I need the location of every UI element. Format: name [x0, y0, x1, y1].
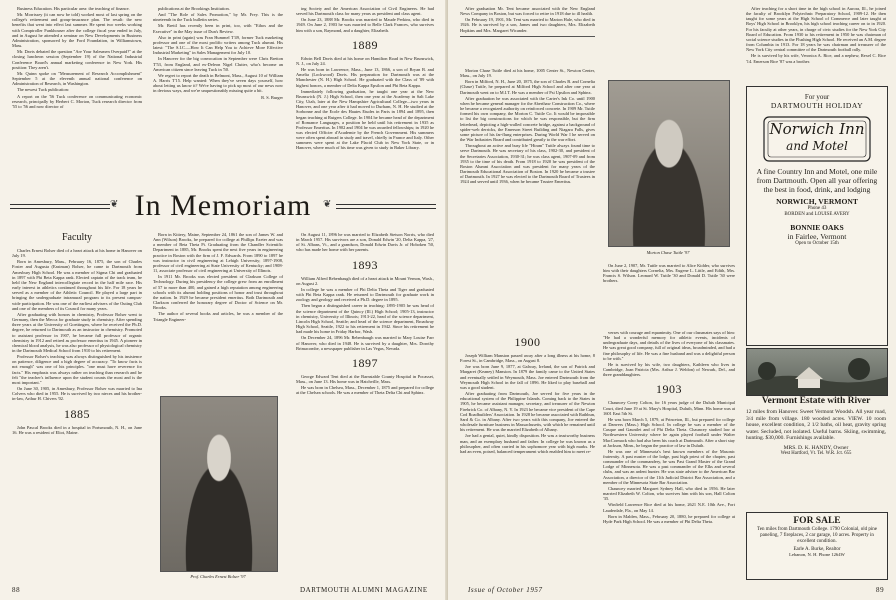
divider [460, 36, 595, 37]
paragraph: And "The Role of Sales Promotion," by Mr. Frey. This is the nineteenth in the Tuck bulletin series. [153, 12, 283, 23]
for-sale-body: Ten miles from Dartmouth College. 1790 Colonial, old pine paneling, 7 fireplaces, 2 car garage, 10 acres. Property in excellent condition. [757, 527, 877, 544]
in-memoriam-banner [10, 184, 435, 228]
class-year-heading: 1897 [352, 355, 378, 370]
left-col1-top [12, 6, 142, 182]
signature: R. S. Burger [261, 94, 283, 100]
ad-town: NORWICH, VERMONT [776, 197, 858, 206]
paragraph: In 1911 Mr. Brooks was elected president of Clarkson College of Technology. During his presidency the college grew from an enrollment of 57 to more than 400, and gained a high reputation among engineering schools with its alumni holding positions of honor and trust throughout the nation. In 1929 he became president emeritus. Both Dartmouth and Clarkson conferred the honorary degree of Doctor of Science on Mr. Brooks. [153, 274, 283, 311]
class-year-heading: 1885 [64, 406, 90, 421]
house-illustration-icon [747, 349, 887, 395]
left-col2-top [153, 6, 283, 182]
inn-logo [762, 115, 872, 163]
right-col1-top [460, 6, 595, 66]
paragraph: On December 24, 1896 Mr. Rebenbaugh was married to Mary Louise Farr of Hanover, who died in 1948. He is survived by a daughter, Mrs. Dorothy Brimacombe, a newspaper publisher in Las Vegas, Nevada. [296, 335, 434, 351]
paragraph: Chauncey Corey Colton, for 16 years judge of the Duluth Municipal Court, died June 19 at St. Mary's Hospital, Duluth, Minn. His home was at 1601 East 5th St. [603, 400, 735, 416]
right-col1-bottom [460, 330, 595, 584]
class-year-heading: 1900 [514, 335, 541, 349]
faculty-heading: Faculty [62, 232, 92, 243]
class-year-heading: 1903 [656, 382, 682, 397]
paragraph: He was born in Chelsea, Mass., December 1, 1875 and prepared for college at the Chelsea schools. He was a member of Theta Delta Chi and Sphinx. [296, 385, 434, 396]
paragraph: Then began a distinguished career in teaching: 1895-1905 he was head of the science department of the Quincy (Ill.) High School; 1905-13, instructor in chemistry, University of Illinois; 1913-22, head of the science department, Lincoln High School, Seattle; and head of the science department, Broadway High School, Seattle, 1922 to his retirement in 1942. Since his retirement he had made his home in Friday Harbor, Wash. [296, 303, 434, 335]
right-col2-bottom [603, 330, 735, 584]
estate-body: 12 miles from Hanover. Sweet Vermont Woodsh. All year road, 3/4 mile from village. 180 wooded acres. VIEW. 10 room house, excellent condition, 2 1/2 baths, oil heat, gravity spring water. Secluded, not isolated. Useful barns. Skiing, swimming, hunting. $30,000. Furnishings available. [746, 409, 886, 442]
paragraph: The author of several books and articles, he was a member of the Triangle Engineer- [153, 311, 283, 322]
photo-caption: Morton Chase Tuttle '97 [646, 250, 690, 255]
left-col1-bottom [12, 248, 142, 584]
paragraph: After graduating from Dartmouth, Joe served for five years in the educational system of the Philippine Islands. Coming back to the States in 1905, he became assistant manager, secretary, and treasurer of the Newton Firebrick Co. of Albany, N. Y. In 1923 he became vice president of the Cape Cod Roadbuilders' Association. In 1928 he became associated with Rathbun, Sard & Co. in Albany. After two years with this company, Joe entered the wholesale furniture business in Massachusetts, with which he remained until his retirement. He was the married Elizabeth of Albany. [460, 391, 595, 433]
right-page [448, 0, 896, 600]
ornament-rule [336, 204, 436, 209]
paragraph: He was one of Minnesota's best known members of the Masonic fraternity. A past master of the lodge, past high priest of the chapter, past commander of the commandery, he was Past Grand Master of the Grand Lodge of Minnesota. He was a past commander of the Elks and several clubs, and was an ardent hunter. He was state adviser to the American Bar Association, a director of the 11th Judicial District Bar Association, and a member of the Minnesota State Bar Association. [603, 448, 735, 485]
ad-phone: Phone 43 [807, 206, 827, 211]
inn-name-line2: and Motel [786, 139, 848, 153]
paragraph: He is survived by his wife, two daughters, Kathleen who lives in Cambridge, Joan Patricia (Mrs. Arthur J. Weldon) of Newark, Del., and three granddaughters. [603, 361, 735, 378]
estate-photo [746, 348, 888, 396]
paragraph: Born in Kittery, Maine, September 24, 1861 the son of James W. and Ann (Wilson) Brooks, he prepared for college at Phillips Exeter and was a member of Beta Theta Pi. Graduating from the Chandler Scientific Department in 1885, Mr. Brooks spent the next five years in engineering practice in Boston with the firm of J. F. Edwards. From 1890 to 1897 he was instructor in civil engineering at Lehigh University; 1897-1908, professor of civil engineering at State University of Kentucky; and 1908-11, associate professor of civil engineering at University of Illinois. [153, 232, 283, 274]
paragraph: After graduation Mr. Tent became associated with the New England News Company in Boston, but was forced to retire in 1918 due to ill health. [460, 6, 595, 17]
paragraph: Also in print (again) was Fran Hummel T'49, former Tuck marketing professor and one of the most prolific writers among Tuck alumni. His latest: "The S.I.C.—How It Can Help You to Achieve More Effective Industrial Marketing" in Sales Management for July 10. [153, 34, 283, 56]
paragraph: Mr. Brettl has recently been in print, too, with "Ethos and the Executive" in the May issue of Dun's Review. [153, 23, 283, 34]
paragraph: We regret to report the death in Belmont, Mass., August 10 of William A. Harris T'15. Help wanted: When they've seven days yourself, how about letting us know it? We're having to pick up most of our news now in devious ways, and we're unquestionably missing quite a bit. [153, 72, 283, 94]
ad-oaks-town: in Fairlee, Vermont [787, 231, 847, 241]
paragraph: Born in Amesbury, Mass., February 16, 1875, the son of Charles Foster and Augusta (Eastman) Bolser, he came to Dartmouth from Amesbury High School. He was a member of Sigma Chi and graduated in 1897 with Phi Beta Kappa rank. Elected captain of the track team, he held the New England intercollegiate record in the half mile race. His early interest in athletics continued throughout his life. For 18 years he served as a member of the Athletic Council. He played a large part in bringing the undergraduate intramural program to its present campus-wide participation. He was one of the earliest advisers of the Outing Club and one of the members of its Council for many years. [12, 259, 142, 311]
magazine-title: DARTMOUTH ALUMNI MAGAZINE [300, 586, 428, 594]
paragraph: On June 23, 1888 Mr. Brooks was married to Maude Perkins, who died in 1949. On June 2, 1903 he was married to Belle Clark Frances, who survives him with a son, Raymond, and a daughter, Elizabeth. [296, 17, 434, 33]
for-sale-title: FOR SALE [793, 516, 841, 526]
ad-holiday: DARTMOUTH HOLIDAY [770, 101, 864, 110]
paragraph: publications at the Brookings Institution. [158, 6, 230, 11]
photo-caption: Prof. Charles Ernest Bolser '97 [190, 574, 246, 579]
paragraph: Mr. Davis debated the question "Are Your Salesmen Overpaid?" at the closing luncheon session (September 19) of the National Industrial Conference Board's annual marketing conference in New York. His position: They aren't. [12, 49, 142, 70]
paragraph: Edwin Bell Davis died at his home on Hamilton Road in New Brunswick, N. J., on July 24. [296, 55, 434, 66]
paragraph: Business Education. His particular area: the teaching of finance. [17, 6, 130, 11]
inn-name-line1: Norwich Inn [769, 120, 865, 138]
paragraph: ing Society and the American Association of Civil Engineers. He had served his Dartmouth class for many years as president and class agent. [296, 6, 434, 17]
paragraph: Throughout an active and busy life "Hiram" Tuttle always found time to serve Dartmouth. He was secretary of his class, 1902-30, and president of the Secretaries Association, 1930-31; he was class agent, 1907-09 and from 1935 to the time of his death. From 1918 to 1920 he was president of the Boston Alumni Association and was president for many years of the Dartmouth Educational Association of Boston. In 1920 he became a trustee of Dartmouth. In 1927 he was elected to the Dartmouth Board of Trustees in 1924 and served until 1936, when he became Trustee Emeritus. [460, 143, 595, 185]
ornament-icon: ❦ [110, 199, 119, 210]
estate-ad [746, 396, 886, 456]
for-sale-ad [746, 512, 888, 580]
paragraph: Joe had a genial, quiet, kindly disposition. He was a trustworthy business man, and an exemplary husband and father. In college he was known as a philosopher, and often carried in his sophomore year with high marks. He had an even, poised, balanced temperament which enabled him to meet re- [460, 433, 595, 454]
paragraph: Charles Ernest Bolser died of a heart attack at his home in Hanover on July 19. [12, 248, 142, 259]
estate-agent: MRS. D. K. HANDY, Owner [783, 444, 849, 451]
paragraph: Morton Chase Tuttle died at his home, 1005 Center St., Newton Center, Mass., on July 19. [460, 68, 595, 79]
paragraph: On February 19, 1901, Mr. Tent was married to Marion Hale, who died in 1926. He is survived by a son, James and two daughters, Mrs. Elizabeth Hopkins and Mrs. Margaret Wicander. [460, 17, 595, 33]
paragraph: In Hanover for the big convocation in September were Chris Bretton T'53, from England, and ex-Deleon Nigel Clutter, who's become an American citizen since leaving Tuck in '50. [153, 56, 283, 72]
paragraph: Immediately following graduation, he taught one year at the New Brunswick (N. J.) High School, then one year at the Academy in Salt Lake City, Utah, later at the New Hampshire Agricultural College—two years in Hanover, and one year after it had moved to Durham, N. H. He studied at the Sorbonne and the Ecole des Hautes Etudes in Paris in 1894 and 1895, then began teaching at Rutgers College. In 1904 he became head of the department of Romance Languages, a position he held until his retirement in 1935 as Professor Emeritus. In 1902 and 1904 he was awarded fellowships; in 1920 he was elected Officier d'Academie by the French Government. His summers were often spent abroad in study and travel, chiefly in France and Italy. Other summers were spent at the Lake Placid Club in New York State, or in Hanover, where much of his time was given to study in Baker Library. [296, 88, 434, 151]
paragraph: Mr. Quinn spoke on "Measurement of Research Accomplishment" September 5 at the eleventh annual national conference on Administration of Research, in Washington. [12, 70, 142, 87]
norwich-inn-ad [746, 86, 888, 346]
for-sale-agent: Earle A. Burke, Realtor [793, 547, 841, 552]
right-col2-tuttle-end [603, 263, 735, 331]
paragraph: The newest Tuck publication: [17, 87, 70, 93]
paragraph: George Edward Tent died at the Barnstable County Hospital in Pocasset, Mass., on June 13. His home was in Hatchville, Mass. [296, 373, 434, 384]
paragraph: Winfield Lawrence Rice died at his home, 2621 N.E. 10th Ave., Fort Lauderdale, Fla., on May 14. [603, 502, 735, 513]
bolser-portrait-photo [160, 396, 278, 572]
paragraph: verses with courage and equanimity. One of our classmates says of him: "He had a wonderful memory for athletic events, incidents of undergraduate days, and details of the lives of everyone of his classmates. He was great good company, full of original ideas, broadminded, and had a fine philosophy of life. He was a fine husband and was a delightful person to be with." [603, 330, 735, 361]
ad-oaks-name: BONNIE OAKS [790, 222, 844, 232]
page-number: 88 [12, 586, 21, 594]
paragraph: On June 30, 1905, in Amesbury, Professor Bolser was married to Ina Colvers who died in 1955. He is survived by two nieces and his brother-in-law, Arthur H. Chivers '02. [12, 386, 142, 402]
class-year-heading: 1893 [352, 257, 378, 272]
left-col3-bottom [296, 232, 434, 584]
paragraph: After graduating with honors in chemistry, Professor Bolser went to Germany, then the Mecca for graduate study in chemistry. After spending three years at the University of Goettingen, where he received the Ph.D. degree, he returned to Dartmouth as an instructor in chemistry. Promoted to assistant professor in 1907, he became full professor of organic chemistry in 1912 and retired as professor emeritus in 1945. A pioneer in chemical blood analysis, he was also professor of physiological chemistry in the Dartmouth Medical School from 1910 to his retirement. [12, 311, 142, 353]
paragraph: On August 11, 1896 he was married to Elizabeth Stetson Norris, who died in March 1957. His survivors are a son, Donald Edwin '20, Delta Kappa, '27, of St. Albans, Vt., and a grandson, Donald Edwin Davis Jr. of Hoboken '50, who has made her home with her parents. [296, 232, 434, 253]
paragraph: He was born in Lawrence, Mass., June 13, 1866, a son of Bryan B. and Amelia (Lockwood) Davis. His preparation for Dartmouth was at the Manchester (N. H.) High School. He graduated with the Class of '89 with highest honors, a member of Delta Kappa Epsilon and Phi Beta Kappa. [296, 67, 434, 88]
paragraph: Mr. Morrissey (it can now be told) worked most of last spring on the college's retirement and group-insurance plan. The result: the new benefits that went into effect last summer. He spent two weeks working with Comptroller Funkhouser after the college fiscal year ended in July, and in August he attended a seminar on New Developments in Business Administration, sponsored by the Ford Foundation, in Williamstown, Mass. [12, 12, 142, 49]
paragraph: A report on the '56 Tuck conference on communicating economic research, principally by Herbert C. Morton, Tuck research director from '55 to '56 and now director of [12, 93, 142, 109]
ad-for-your: For your [804, 93, 830, 101]
paragraph: After teaching for a short time in the high school in Aurora, Ill., he joined the faculty of Brooklyn Polytechnic Preparatory School, 1909-12. He then taught for some years at the High School of Commerce and later taught at Boys' High School in Brooklyn, his high school teaching career on to in 1920. For his faculty at other years, in charge of civic studies for the New York City Board of Education. From 1930 to his retirement in 1950 he was chairman of social science studies in the Flushing High School. He received an A.M. degree from Columbia in 1913. For 18 years he was chairman and treasurer of the New York City central committee of the Dartmouth football rally. [746, 6, 886, 53]
paragraph: Born in Malden, Mass., February 20, 1880, he prepared for college at Hyde Park High School. He was a member of Phi Delta Theta. [603, 513, 735, 524]
class-year-heading: 1889 [352, 37, 378, 52]
paragraph: He was born March 5, 1879, at Princeton, Ill., but prepared for college at Danvers (Mass.) High School. In college he was a member of the Casque and Gauntlet and of Phi Delta Theta. Chauncey studied law at Northwestern University where he again played football under Walter MacCormack who had also been his coach at Dartmouth. After a short stay at Jackson, Minn., he began the practice of law in Duluth. [603, 416, 735, 448]
ornament-icon: ❦ [323, 199, 332, 210]
ad-oaks-season: Open to October 15th [795, 240, 839, 246]
paragraph: Joe was born June 9, 1877, at Galway, Ireland, the son of Patrick and Margaret (Keaney) Mansion. In 1879 the family came to the United States and eventually settled in Weymouth, Mass. Joe entered Dartmouth from the Weymouth High School in the fall of 1896. He liked to play baseball and was a good student. [460, 364, 595, 390]
tuttle-portrait-photo [608, 80, 730, 247]
issue-date: Issue of October 1957 [468, 586, 543, 594]
paragraph: Joseph William Mansion passed away after a long illness at his home, 8 Forest St., in Cambridge, Mass., on August 8. [460, 353, 595, 364]
paragraph: William Alfred Rebenbaugh died of a heart attack in Mount Vernon, Wash., on August 2. [296, 275, 434, 286]
ad-body: A fine Country Inn and Motel, one mile from Dartmouth. Open all year offering the best in food, drink, and lodging [756, 167, 878, 194]
for-sale-agent-address: Lebanon, N. H. Phone 1264W [789, 552, 845, 557]
ad-owners: BORDEN and LOUISE AVERY [784, 212, 850, 218]
right-col1-morton [460, 68, 595, 328]
paragraph: Chauncey married Margaret Sydney Hall, who died in 1956. He later married Elizabeth W. Colton, who survives him with his son, Hall Colton '35. [603, 485, 735, 502]
paragraph: Born in Milford, N. H., June 20, 1875, the son of Charles B. and Cornelia (Chase) Tuttle, he prepared at Milford High School and after one year at Dartmouth went on to M.I.T. He was a member of Psi Upsilon and Sphinx. [460, 79, 595, 95]
paragraph: Professor Bolser's teaching was always distinguished by his insistence on patience, diligence and a high degree of accuracy. "To know facts is not enough" was one of his principles. "one must have reverence for facts." His emphasis was always rather on teaching than research and he felt "the teacher's influence upon the student counts the most and is the most important." [12, 354, 142, 385]
paragraph: He is survived by his wife, Veronica A. Rice, and a nephew, Rexel C. Rice '14. Emerson Rice '87 was a brother. [746, 53, 886, 64]
estate-agent-address: West Hartford, Vt. Tel. W.R. Jct. 655 [780, 450, 852, 456]
estate-title: Vermont Estate with River [761, 396, 871, 406]
ornament-rule [10, 204, 110, 209]
left-col2-middle [153, 232, 283, 392]
right-col3-top [746, 6, 886, 70]
left-col3-top [296, 6, 434, 182]
paragraph: John Pascal Brooks died in a hospital in Portsmouth, N. H., on June 16. He was a resident of Eliot, Maine. [12, 424, 142, 435]
paragraph: In college he was a member of Phi Delta Theta and Tiger and graduated with Phi Beta Kappa rank. He returned to Dartmouth for graduate work in zoology and geology and received a Ph.D. degree in 1895. [296, 286, 434, 303]
paragraph: After graduation he was associated with the Carter's Ink Co. until 1900 when he became general manager for the Aberthaw Construction Co., where he became a recognized authority on reinforced concrete. In 1909 Mr. Tuttle formed his own company, the Morton C. Tuttle Co. It would be impossible to list the big constructions for which he was responsible, but the firm letterhead, depicting a high-walled concrete bridge, against a background of spider-web derricks, the Emerson Street Building and Niagara Falls, gives some picture of his far-flung enterprises. During World War I he served on the War Industries Board and contributed greatly to the war effort. [460, 95, 595, 143]
page-number: 89 [876, 586, 885, 594]
paragraph: On June 2, 1907, Mr. Tuttle was married to Alice Kidder, who survives him with their daughters Cornelia, Mrs. Eugene L. Little, and Edith, Mrs. Francis S. Wilson. Leonard W. Tuttle '30 and Donald D. Tuttle '30 were brothers. [603, 263, 735, 284]
section-title: In Memoriam [134, 189, 312, 222]
